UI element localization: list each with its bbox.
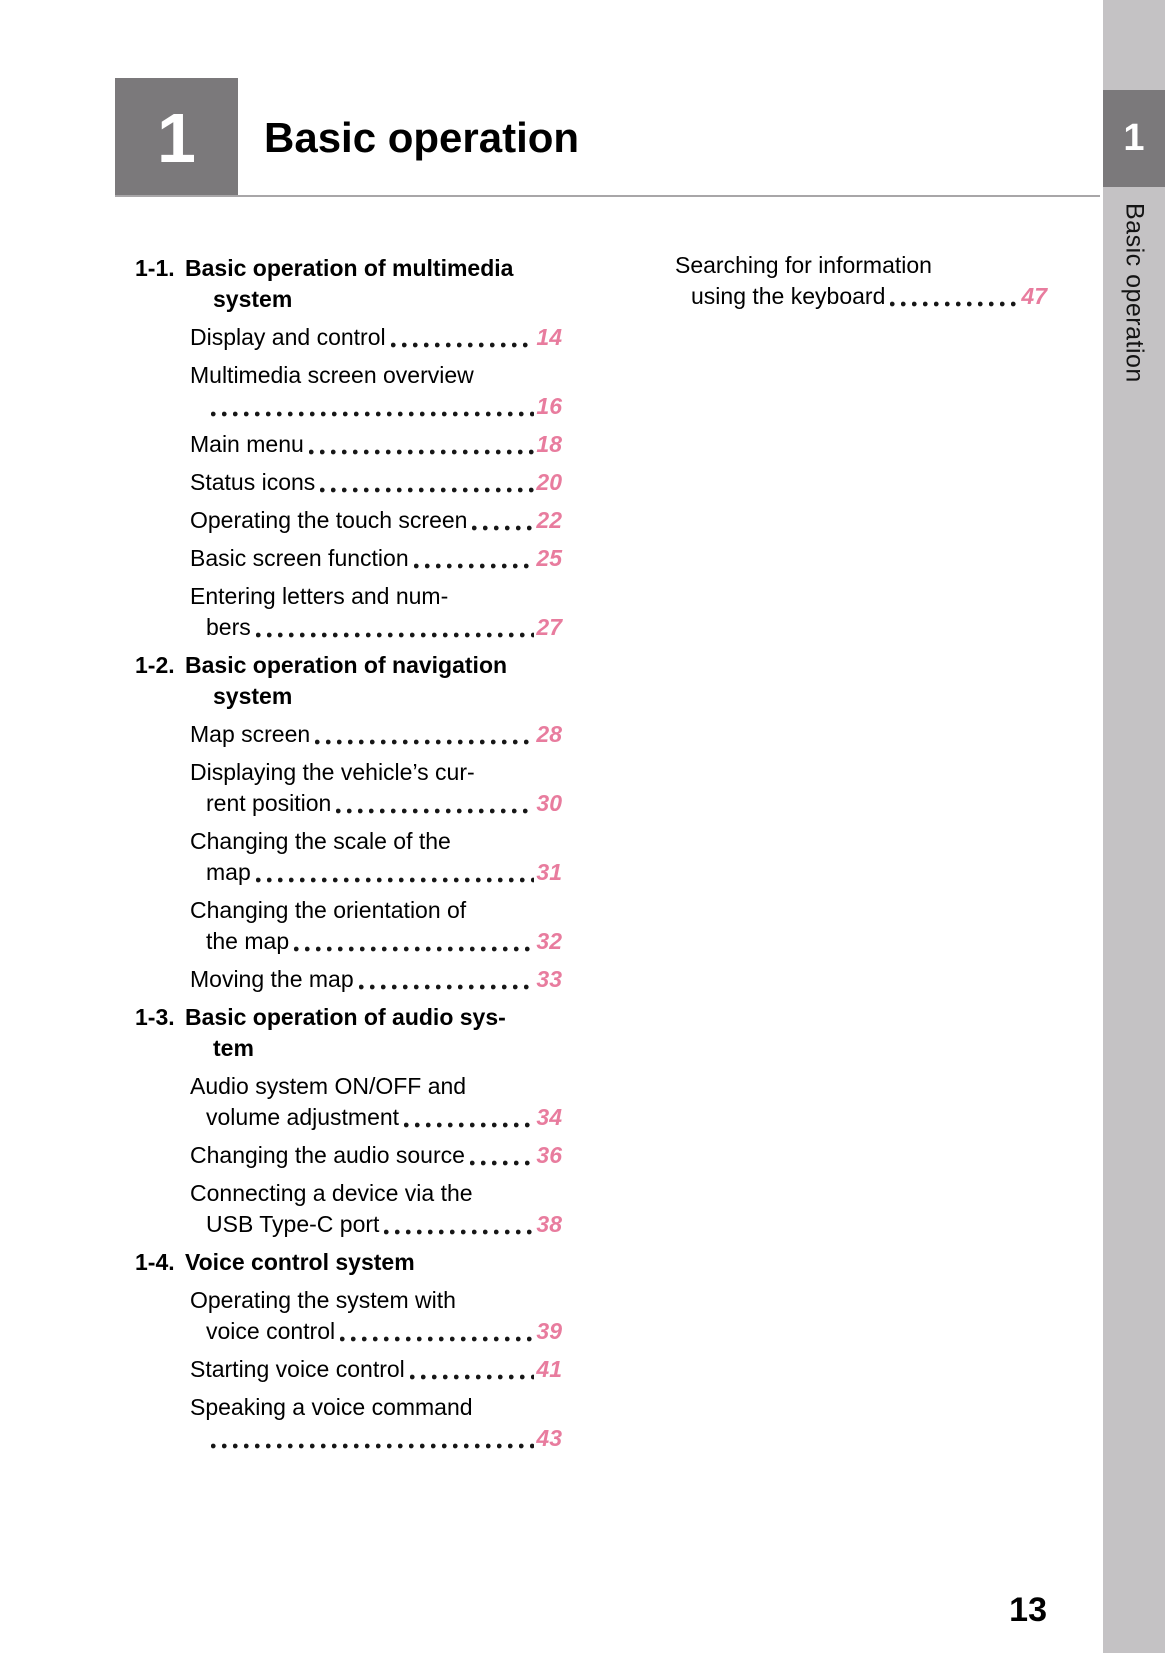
toc-page-number: 25 (536, 545, 562, 571)
toc-entry-line (135, 926, 562, 957)
dot-leader (384, 1209, 534, 1240)
toc-entry (135, 1140, 562, 1171)
toc-entry-text: Basic screen function (190, 545, 409, 571)
toc-section-heading (135, 253, 562, 315)
toc-section-heading (135, 1002, 562, 1064)
toc-entry (135, 429, 562, 460)
toc-page-number: 28 (536, 721, 562, 747)
toc-page-number: 22 (536, 507, 562, 533)
sidebar-chapter-tab (1103, 90, 1165, 187)
toc-page-number: 16 (536, 393, 562, 419)
section-number: 1-2. (135, 652, 175, 678)
toc-entry-line (135, 719, 562, 750)
toc-entry-line: Entering letters and num- (190, 583, 449, 609)
dot-leader (340, 1316, 534, 1347)
chapter-sidebar (1103, 0, 1165, 1653)
table-of-contents (135, 250, 1047, 1461)
toc-entry-text: voice control (206, 1318, 336, 1344)
toc-entry-line: Multimedia screen overview (190, 362, 474, 388)
dot-leader (294, 926, 534, 957)
toc-entry-line (135, 857, 562, 888)
toc-entry-line (135, 391, 562, 422)
toc-page-number: 20 (536, 469, 562, 495)
toc-page-number: 38 (536, 1211, 562, 1237)
section-number: 1-3. (135, 1004, 175, 1030)
toc-entry-text: Moving the map (190, 966, 354, 992)
toc-entry-line: Operating the system with (190, 1287, 456, 1313)
page-number: 13 (1009, 1591, 1047, 1629)
toc-entry-text: bers (206, 614, 251, 640)
sidebar-chapter-label: Basic operation (1120, 203, 1149, 383)
dot-leader (414, 543, 535, 574)
sidebar-label-wrap (1103, 203, 1165, 383)
chapter-title: Basic operation (264, 113, 580, 161)
toc-entry (135, 543, 562, 574)
toc-entry (135, 1354, 562, 1385)
toc-entry (620, 250, 1047, 312)
toc-entry-text: Operating the touch screen (190, 507, 468, 533)
toc-entry-text: Map screen (190, 721, 311, 747)
toc-entry-line (135, 612, 562, 643)
section-number: 1-4. (135, 1249, 175, 1275)
dot-leader (890, 281, 1019, 312)
toc-entry-line (135, 1209, 562, 1240)
toc-page-number: 39 (536, 1318, 562, 1344)
toc-entry-line (135, 505, 562, 536)
toc-entry-line: Changing the scale of the (190, 828, 451, 854)
toc-entry-line (135, 1423, 562, 1454)
toc-entry-line (135, 1316, 562, 1347)
toc-page-number: 30 (536, 790, 562, 816)
toc-page-number: 32 (536, 928, 562, 954)
toc-page-number: 41 (536, 1356, 562, 1382)
section-title: Basic operation of multimedia (185, 255, 514, 281)
toc-entry-line (135, 322, 562, 353)
toc-entry-line: Audio system ON/OFF and (190, 1073, 467, 1099)
toc-entry (135, 1392, 562, 1454)
toc-entry-text: Changing the audio source (190, 1142, 465, 1168)
dot-leader (404, 1102, 534, 1133)
toc-page-number: 33 (536, 966, 562, 992)
toc-right-column (620, 250, 1047, 1461)
toc-entry (135, 826, 562, 888)
chapter-number-box (115, 78, 238, 197)
toc-entry-line: Changing the orientation of (190, 897, 467, 923)
section-number: 1-1. (135, 255, 175, 281)
section-title-continuation: system (213, 683, 293, 709)
toc-entry (135, 964, 562, 995)
toc-entry-text: rent position (206, 790, 332, 816)
toc-entry-text: map (206, 859, 251, 885)
header-divider (115, 195, 1100, 197)
dot-leader (256, 857, 535, 888)
dot-leader (211, 391, 534, 422)
toc-page-number: 43 (536, 1425, 562, 1451)
toc-entry (135, 757, 562, 819)
toc-entry (135, 360, 562, 422)
section-title-continuation: tem (213, 1035, 254, 1061)
dot-leader (410, 1354, 535, 1385)
toc-page-number: 31 (536, 859, 562, 885)
toc-entry (135, 1285, 562, 1347)
section-title: Basic operation of audio sys- (185, 1004, 506, 1030)
toc-page-number: 34 (536, 1104, 562, 1130)
dot-leader (320, 467, 534, 498)
toc-entry-line (135, 543, 562, 574)
section-title: Basic operation of navigation (185, 652, 508, 678)
toc-section-heading (135, 650, 562, 712)
toc-entry (135, 467, 562, 498)
toc-entry-line (135, 788, 562, 819)
dot-leader (470, 1140, 534, 1171)
dot-leader (211, 1423, 534, 1454)
dot-leader (391, 322, 535, 353)
toc-page-number: 18 (536, 431, 562, 457)
toc-entry-text: USB Type-C port (206, 1211, 380, 1237)
dot-leader (472, 505, 534, 536)
toc-entry-line (620, 281, 1047, 312)
toc-left-column (135, 250, 562, 1461)
toc-entry (135, 1071, 562, 1133)
toc-entry-line (135, 1102, 562, 1133)
section-title-continuation: system (213, 286, 293, 312)
section-title: Voice control system (185, 1249, 415, 1275)
toc-entry (135, 719, 562, 750)
section-heading-line (135, 1002, 562, 1033)
toc-entry-text: Starting voice control (190, 1356, 405, 1382)
toc-entry-line: Connecting a device via the (190, 1180, 473, 1206)
toc-entry-text: using the keyboard (691, 283, 886, 309)
toc-entry-line: Speaking a voice command (190, 1394, 473, 1420)
toc-entry-text: Status icons (190, 469, 316, 495)
toc-entry (135, 895, 562, 957)
toc-entry-line (135, 429, 562, 460)
chapter-number: 1 (157, 98, 196, 177)
toc-entry (135, 322, 562, 353)
toc-section-heading (135, 1247, 562, 1278)
section-heading-line (135, 253, 562, 284)
toc-entry-line (135, 467, 562, 498)
dot-leader (256, 612, 535, 643)
dot-leader (336, 788, 534, 819)
sidebar-chapter-number: 1 (1123, 117, 1145, 159)
toc-entry-line (135, 964, 562, 995)
toc-entry-line: Displaying the vehicle’s cur- (190, 759, 475, 785)
toc-entry (135, 581, 562, 643)
toc-entry-text: Display and control (190, 324, 386, 350)
toc-page-number: 47 (1021, 283, 1047, 309)
dot-leader (359, 964, 535, 995)
toc-page-number: 36 (536, 1142, 562, 1168)
toc-entry-line: Searching for information (675, 252, 932, 278)
toc-entry (135, 1178, 562, 1240)
toc-entry-text: the map (206, 928, 290, 954)
toc-entry-text: Main menu (190, 431, 304, 457)
toc-entry-line (135, 1354, 562, 1385)
toc-page-number: 27 (536, 614, 562, 640)
dot-leader (309, 429, 535, 460)
toc-entry-line (135, 1140, 562, 1171)
toc-entry-text: volume adjustment (206, 1104, 400, 1130)
section-heading-line (135, 1247, 562, 1278)
dot-leader (315, 719, 534, 750)
toc-page-number: 14 (536, 324, 562, 350)
toc-entry (135, 505, 562, 536)
section-heading-line (135, 650, 562, 681)
